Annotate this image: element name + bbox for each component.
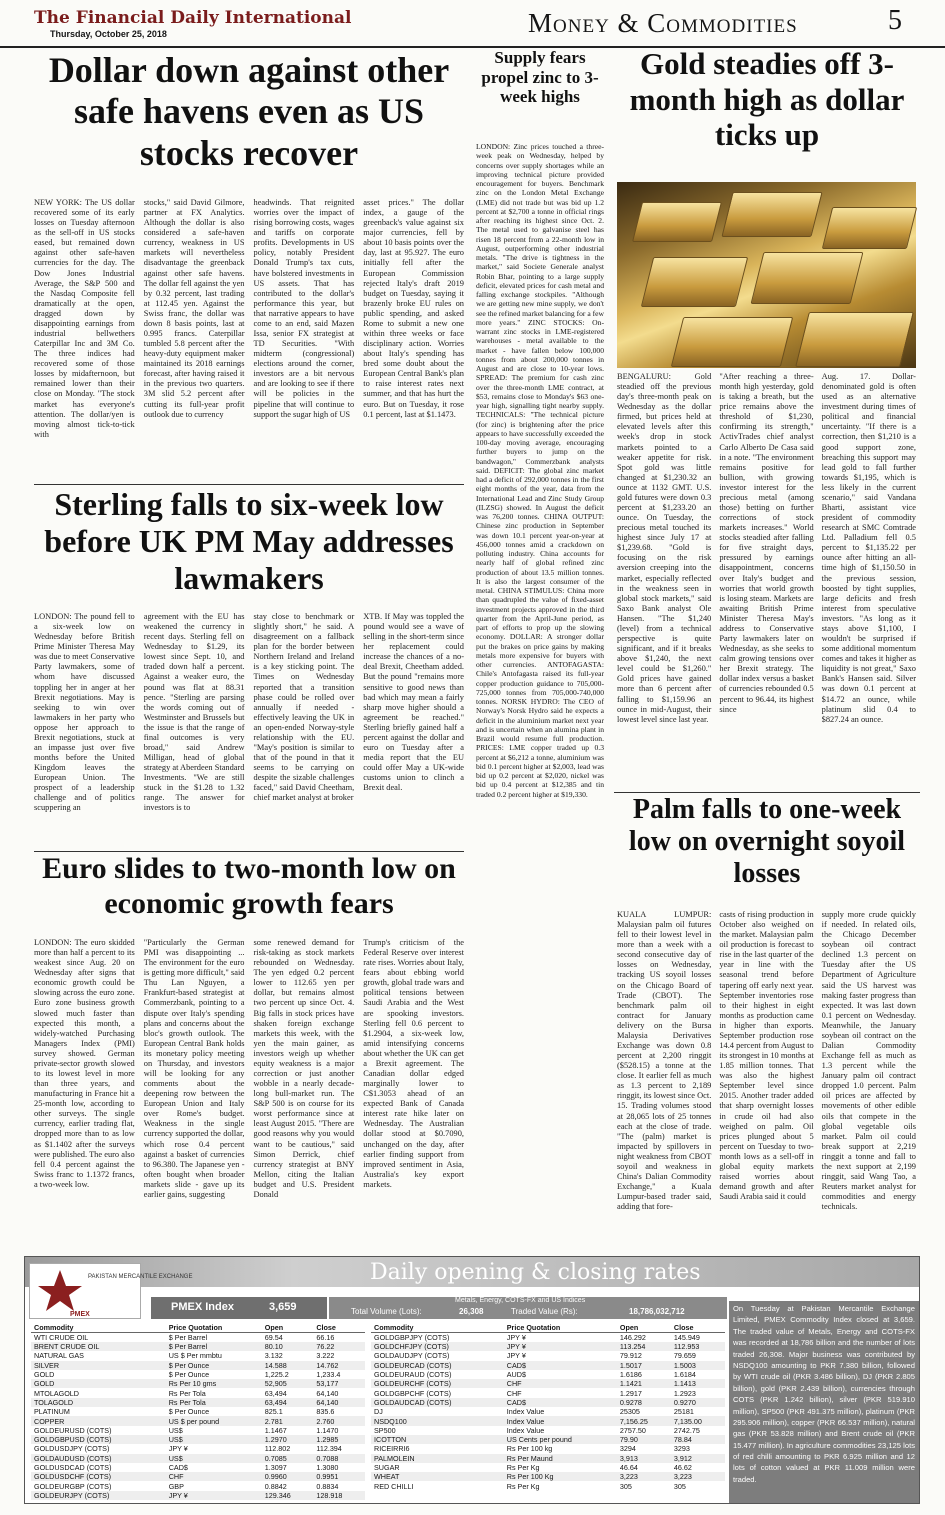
- cell-quotation: Rs Per Kg: [506, 1481, 540, 1491]
- cell-close: 2742.75: [673, 1425, 700, 1435]
- cell-open: 129.346: [262, 1491, 314, 1500]
- table-row: [31, 1333, 365, 1343]
- cell-quotation: JPY ¥: [504, 1342, 617, 1351]
- cell-close: 3293: [673, 1444, 690, 1454]
- cell-open: 79.912: [619, 1351, 642, 1361]
- col-header-close: Close: [313, 1323, 365, 1333]
- cell-commodity: SUGAR: [374, 1463, 400, 1472]
- cell-quotation: AUD$: [506, 1370, 526, 1380]
- cell-close: 3,223: [671, 1472, 725, 1481]
- daily-rates-panel: [24, 1256, 920, 1504]
- cell-commodity: ICOTTON: [371, 1435, 504, 1444]
- article-dollar-body: [34, 198, 464, 480]
- cell-commodity: GOLDUSDJPY (COTS): [34, 1444, 110, 1454]
- cell-open: 52,905: [262, 1379, 314, 1388]
- article-sterling-col-1: LONDON: The pound fell to a six-week low on Wednesday before British Prime Minister Theresa May was due to meet Conservative Party lawmakers, some of whom have discussed toppling her in anger at her Brexit negotiations. May is seeking to win over lawmakers in her party who oppose her approach to Brexit negotiations, stuck at an impasse just over five months before the United Kingdom leaves the European Union. The prospect of a leadership challenge and of politics scuppering an: [34, 612, 135, 813]
- table-row: [31, 1342, 365, 1351]
- col-header-open: Open: [617, 1323, 671, 1333]
- cell-open: 3,223: [617, 1472, 671, 1481]
- rates-title: Daily opening & closing rates: [370, 1260, 701, 1285]
- article-zinc-body: [476, 142, 604, 1252]
- cell-quotation: CHF: [166, 1472, 262, 1481]
- cell-quotation: Rs Per 10 gms: [166, 1379, 262, 1388]
- article-gold-col-2: "After reaching a three-month high yesterday, gold is taking a breath, but the price remains above the threshold of $1,230, confirming its strength," ActivTrades chief analyst Carlo Alberto De Casa said in a note. "The environment remains positive for bullion, with growing investor interest for the precious metal (among those) betting on further corrections of stock markets increases." World stocks steadied after falling for five straight days, pressured by earnings disappointment, concerns over Italy's budget and worries that world growth is losing steam. Markets are awaiting British Prime Minister Theresa May's address to Conservative Party lawmakers later on Wednesday, as she seeks to calm growing tensions over her Brexit strategy. The dollar index versus a basket of currencies rebounded 0.5 percent to 96.44, its highest since: [719, 372, 814, 714]
- pmex-index-bar: [151, 1297, 327, 1319]
- cell-commodity: GOLDAUDCAD (COTS): [371, 1398, 504, 1407]
- rates-table-left: [31, 1323, 365, 1500]
- cell-quotation: Index Value: [504, 1416, 617, 1425]
- cell-quotation: CAD$: [168, 1463, 188, 1472]
- col-header-close: Close: [671, 1323, 725, 1333]
- cell-commodity: DJ: [374, 1407, 383, 1417]
- cell-open: 3294: [619, 1444, 636, 1454]
- article-gold-body: [617, 372, 916, 790]
- cell-open: 14.588: [262, 1361, 314, 1370]
- rates-table-right: [371, 1323, 725, 1491]
- table-row: [371, 1351, 725, 1360]
- cell-open: 1.1467: [264, 1425, 287, 1435]
- cell-close: 79.659: [673, 1351, 696, 1361]
- cell-quotation: Rs Per Maund: [504, 1454, 617, 1463]
- paper-title: The Financial Daily International: [34, 8, 352, 28]
- table-row: [31, 1472, 365, 1481]
- article-euro-col-1: LONDON: The euro skidded more than half a percent to its weakest since Aug. 20 on Wednesday after signs that economic growth could be slowing across the euro zone. Euro zone business growth slowed much faster than expected this month, a widely-watched Purchasing Managers Index (PMI) survey showed. German private-sector growth slowed to its lowest level in more than three years, and manufacturing in France hit a 25-month low, according to other surveys. The single currency, earlier trading flat, dropped more than to as low as $1.1402 after the surveys were published. The euro also fell 0.4 percent against the Swiss franc to 1.1372 francs, a two-week low.: [34, 938, 135, 1189]
- cell-open: 1.3097: [264, 1463, 287, 1472]
- table-row: [31, 1444, 365, 1453]
- table-row: [371, 1398, 725, 1407]
- col-header-commodity: Commodity: [31, 1323, 166, 1333]
- cell-close: 112.394: [316, 1444, 342, 1454]
- table-row: [371, 1416, 725, 1425]
- cell-commodity: TOLAGOLD: [31, 1398, 166, 1407]
- divider: [34, 484, 464, 485]
- cell-commodity: BRENT CRUDE OIL: [31, 1342, 166, 1351]
- table-row: [31, 1463, 365, 1472]
- article-sterling-body: [34, 612, 464, 848]
- table-row: [371, 1472, 725, 1481]
- cell-quotation: Rs Per Tola: [168, 1388, 206, 1398]
- article-palm-headline: Palm falls to one-week low on overnight soyoil losses: [628, 794, 906, 890]
- cell-commodity: GOLDEURCAD (COTS): [371, 1361, 504, 1370]
- divider: [614, 792, 920, 793]
- pmex-logo: [29, 1263, 193, 1319]
- cell-close: 1.1413: [671, 1379, 725, 1388]
- article-palm-col-2: casts of rising production in October also weighed on the market. Malaysian palm oil production is forecast to rise in the last quarter of the year in line with the seasonal trend before tapering off early next year. September inventories rose to their highest in eight months as production came in higher than exports. September production rose 14.4 percent from August to its strongest in 10 months at 1.85 million tonnes. That was also the highest September level since 2015. Another trader added that sharp overnight losses in crude oil had also weighed on palm. Oil prices plunged about 5 percent on Tuesday to two-month lows as a sell-off in global equity markets raised worries about demand growth and after Saudi Arabia said it could: [719, 910, 814, 1202]
- col-header-commodity: Commodity: [371, 1323, 504, 1333]
- cell-close: 7,135.00: [671, 1416, 725, 1425]
- masthead: [0, 0, 945, 48]
- article-euro-col-3: some renewed demand for risk-taking as stock markets rebounded on Wednesday. The yen edged 0.2 percent lower to 112.65 yen per dollar, but remains almost two percent up since Oct. 4. Big falls in stock prices have shaken foreign exchange markets this week, with the yen the main gainer, as investors weigh up whether equity weakness is a major correction or just another wobble in a nearly decade-long bull-market run. The S&P 500 is on course for its worst performance since at least August 2015. "There are good reasons why you would want to be cautious," said Simon Derrick, chief currency strategist at BNY Mellon, citing the Italian budget and U.S. President Donald: [253, 938, 355, 1199]
- cell-open: 0.9278: [617, 1398, 671, 1407]
- cell-commodity: GOLDGBPCHF (COTS): [374, 1388, 452, 1398]
- cell-close: 1.2923: [673, 1388, 696, 1398]
- table-row: [371, 1454, 725, 1463]
- cell-quotation: $ Per Ounce: [168, 1370, 210, 1380]
- article-gold-headline: Gold steadies off 3-month high as dollar ticks up: [629, 46, 905, 153]
- cell-close: 14.762: [313, 1361, 365, 1370]
- table-row: [31, 1416, 365, 1425]
- col-header-open: Open: [262, 1323, 314, 1333]
- section-title: Money & Commodities: [528, 8, 798, 38]
- cell-open: 80.10: [262, 1342, 314, 1351]
- cell-quotation: $ Per Barrel: [168, 1333, 208, 1342]
- cell-commodity: SILVER: [31, 1361, 166, 1370]
- table-row: [31, 1370, 365, 1379]
- cell-commodity: GOLDUSDCAD (COTS): [34, 1463, 112, 1472]
- cell-open: 0.9960: [262, 1472, 314, 1481]
- table-row: [31, 1407, 365, 1416]
- cell-quotation: US$: [166, 1454, 262, 1463]
- article-sterling-headline: Sterling falls to six-week low before UK PM May addresses lawmakers: [44, 486, 454, 596]
- cell-close: 0.8834: [316, 1481, 339, 1491]
- cell-quotation: CAD$: [504, 1398, 617, 1407]
- article-sterling-col-4: XTB. If May was toppled the pound would see a wave of selling in the short-term since her replacement could increase the chances of a no-deal Brexit, Cheetham added. But the pound "remains more sensitive to good news than bad which may mean a fairly sharp move higher should a agreement be reached." Sterling briefly gained half a percent against the dollar and euro on Tuesday after a media report that the EU could offer May a UK-wide customs union to clinch a Brexit deal.: [363, 612, 464, 793]
- cell-open: 1,225.2: [264, 1370, 289, 1380]
- article-dollar-col-4: asset prices." The dollar index, a gauge of the greenback's value against six major currencies, fell by about 10 basis points over the day, last at 95.927. The euro initially fell after the European Commission rejected Italy's draft 2019 budget on Tuesday, saying it brazenly broke EU rules on public spending, and asked Rome to submit a new one within three weeks or face disciplinary action. Worries about Italy's spending has bred some doubt about the European Central Bank's plan to raise interest rates next summer, and that has hurt the euro. But on Tuesday, it rose 0.1 percent, last at $1.1473.: [363, 198, 464, 419]
- issue-date: Thursday, October 25, 2018: [50, 29, 167, 39]
- table-row: [31, 1454, 365, 1463]
- cell-quotation: CAD$: [504, 1361, 617, 1370]
- cell-commodity: GOLDAUDUSD (COTS): [31, 1454, 166, 1463]
- rates-title-band: [25, 1257, 919, 1287]
- cell-quotation: $ Per Ounce: [168, 1407, 210, 1417]
- gold-bars-photo: [617, 182, 916, 368]
- cell-commodity: GOLDEURUSD (COTS): [34, 1425, 112, 1435]
- cell-quotation: US$: [168, 1425, 183, 1435]
- cell-quotation: Index Value: [506, 1425, 545, 1435]
- table-row: [31, 1426, 365, 1435]
- metals-label: Metals, Energy, COTS-FX and US Indices: [455, 1297, 586, 1304]
- article-euro-body: [34, 938, 464, 1250]
- cell-close: 1.5003: [671, 1361, 725, 1370]
- cell-commodity: GOLD: [34, 1370, 55, 1380]
- cell-open: 25305: [619, 1407, 640, 1417]
- table-row: [31, 1398, 365, 1407]
- cell-commodity: RICEIRRI6: [374, 1444, 410, 1454]
- cell-open: 1.6186: [619, 1370, 642, 1380]
- article-dollar-col-1: NEW YORK: The US dollar recovered some of its early losses on Tuesday afternoon as the sell-off in US stocks eased, but remained down against other safe-haven currencies for the day. The Dow Jones Industrial Average, the S&P 500 and the Nasdaq Composite fell dramatically at the open, dragged down by disappointing earnings from industrial bellwethers Caterpillar Inc and 3M Co. The three indices had recovered some of those losses by midafternoon, but remained lower than their close on Monday. "The stock market has everyone's attention. The dollar/yen is moving almost tick-to-tick with: [34, 198, 135, 439]
- pmex-logo-icon: [30, 1264, 193, 1318]
- pmex-summary: On Tuesday at Pakistan Mercantile Exchange Limited, PMEX Commodity Index closed at 3,659. The traded value of Metals, Energy and COTS-FX was recorded at 18,786 billion and the number of lots traded 26,308. Major business was contributed by NSDQ100 amounting to PKR 7.380 billion, followed by WTI crude oil (PKR 3.486 billion), DJ (PKR 2.805 billion), gold (PKR 2.439 billion), currencies through COTS (PKR 1.242 billion), silver (PKR 519.910 million), SP500 (PKR 491.375 million), platinum (PKR 295.906 million), copper (PKR 66.537 million), natural gas (PKR 53.828 million) and Brent crude oil (PKR 15.477 million). In agriculture commodities 23,125 lots of red chilli amounting to PKR 6.925 million and 12 lots of cotton valued at PKR 11.009 million were traded.: [729, 1301, 919, 1503]
- article-gold-col-3: Aug. 17. Dollar-denominated gold is often used as an alternative investment during times of political and financial uncertainty. "If there is a correction, then $1,210 is a good support zone, breaching this support may lead gold to fall further towards $1,195, which is less likely in the current scenario," said Vandana Bharti, assistant vice president of commodity research at SMC Comtrade Ltd. Palladium fell 0.5 percent to $1,135.22 per ounce after hitting an all-time high of $1,150.50 in the previous session, boosted by tight supplies, large deficits and fresh interest from speculative investors. "As long as it stays above $1,100, I wouldn't be surprised if some additional momentum comes and takes it higher as liquidity is not great," Saxo Bank's Hansen said. Silver was down 0.1 percent at $14.72 an ounce, while platinum slid 0.4 to $827.24 an ounce.: [821, 372, 916, 724]
- cell-open: 1.2970: [262, 1435, 314, 1444]
- cell-open: 1.2917: [619, 1388, 642, 1398]
- cell-quotation: Rs Per Tola: [166, 1398, 262, 1407]
- article-dollar-col-2: stocks," said David Gilmore, partner at FX Analytics. Although the dollar is also considered a safe-haven currency, weakness in US markets will nevertheless disadvantage the greenback against other safe havens. The dollar fell against the yen by 0.32 percent, last trading at 112.45 yen. Against the Swiss franc, the dollar was down 8 basis points, last at 0.995 francs. Caterpillar tumbled 5.8 percent after the heavy-duty equipment maker maintained its 2018 earnings forecast, after having raised it in the previous two quarters. 3M slid 5.2 percent after cutting its full-year profit outlook due to currency: [143, 198, 245, 419]
- cell-close: 835.6: [316, 1407, 335, 1417]
- cell-close: 0.9270: [671, 1398, 725, 1407]
- cell-commodity: NATURAL GAS: [34, 1351, 84, 1361]
- cell-close: 25181: [673, 1407, 694, 1417]
- table-row: [371, 1342, 725, 1351]
- pmex-logo-abbr: PMEX: [70, 1311, 90, 1318]
- cell-quotation: JPY ¥: [506, 1333, 526, 1342]
- table-row: [31, 1379, 365, 1388]
- traded-value-value: 18,786,032,712: [629, 1307, 685, 1316]
- table-row: [371, 1463, 725, 1472]
- cell-open: 2757.50: [619, 1425, 646, 1435]
- article-palm-col-3: supply more crude quickly if needed. In related oils, the Chicago December soybean oil contract declined 1.3 percent on Tuesday after the US Department of Agriculture said the US harvest was making faster progress than expected. It was last down 0.1 percent on Wednesday. Meanwhile, the January soybean oil contract on the Dalian Commodity Exchange fell as much as 1.3 percent while the January palm oil contract dropped 1.0 percent. Palm oil prices are affected by movements of other edible oils that compete in the global vegetable oils market. Palm oil could break support at 2,219 ringgit a tonne and fall to the next support at 2,199 ringgit, said Wang Tao, a Reuters market analyst for commodities and energy technicals.: [821, 910, 916, 1212]
- cell-close: 46.62: [673, 1463, 692, 1472]
- total-volume-label: Total Volume (Lots):: [351, 1307, 422, 1316]
- cell-close: 1.1470: [316, 1425, 339, 1435]
- cell-open: 113.254: [617, 1342, 671, 1351]
- article-zinc-text: LONDON: Zinc prices touched a three-week peak on Wednesday, helped by concerns over supply shortages while an improving technical picture provided encouragement for buyers. Benchmark zinc on the London Metal Exchange (LME) did not trade but was bid up 1.2 percent at $2,700 a tonne in official rings after reaching its highest since Oct. 2. The metal used to galvanise steel has risen 18 percent from a 22-month low in August, outperforming other industrial metals. "The drive is tightness in the market," said Societe Generale analyst Robin Bhar, pointing to a large supply deficit, elevated prices for cash metal and falling exchange stockpiles. "Although we are getting new mine supply, we don't see the refined market balancing for a few more years." ZINC STOCKS: On-warrant zinc stocks in LME-registered warehouses - metal available to the market - have fallen below 100,000 tonnes from about 200,000 tonnes in August and are close to 10-year lows. SPREAD: The premium for cash zinc over the three-month LME contract, at $53, remains close to Monday's $63 one-year high, signalling tight nearby supply. TECHNICALS: "The technical picture (for zinc) is brightening after the price appears to have successfully exceeded the 100-day moving average, encouraging further buyers to jump on the bandwagon," Commerzbank analysts said. DEFICIT: The global zinc market had a deficit of 292,000 tonnes in the first eight months of the year, data from the International Lead and Zinc Study Group (ILZSG) showed. In August the deficit was 76,200 tonnes. CHINA OUTPUT: Chinese zinc production in September was down 10.1 percent year-on-year at 456,000 tonnes amid a crackdown on polluting industry. China accounts for nearly half of global refined zinc production of about 13.5 million tonnes. It is also the largest consumer of the metal. CHINA STIMULUS: China more than quadrupled the value of fixed-asset investment projects approved in the third quarter from the April-June period, as part of efforts to prop up the slowing economy. DOLLAR: A stronger dollar put the brakes on price gains by making metals more expensive for buyers with other currencies. ANTOFAGASTA: Chile's Antofagasta raised its full-year copper production guidance to 705,000-725,000 tonnes from 705,000-740,000 tonnes. NORSK HYDRO: The CEO of Norway's Norsk Hydro said he expects a deficit in the aluminium market next year and is uncertain when an alumina plant in Brazil would resume full production. PRICES: LME copper traded up 0.3 percent at $6,212 a tonne, aluminium was bid 0.1 percent higher at $2,003, lead was bid up 0.2 percent at $2,020, nickel was bid up 0.4 percent at $12,385 and tin traded 0.2 percent higher at $19,330.: [476, 142, 604, 799]
- cell-commodity: GOLD: [31, 1379, 166, 1388]
- cell-commodity: GOLDUSDCHF (COTS): [31, 1472, 166, 1481]
- cell-open: 69.54: [264, 1333, 283, 1342]
- cell-open: 46.64: [619, 1463, 638, 1472]
- volume-bar: [329, 1297, 727, 1319]
- cell-quotation: CHF: [506, 1388, 522, 1398]
- cell-commodity: RED CHILLI: [374, 1481, 414, 1491]
- cell-open: 1.1421: [617, 1379, 671, 1388]
- cell-quotation: CHF: [504, 1379, 617, 1388]
- cell-close: 64,140: [313, 1398, 365, 1407]
- cell-open: 3.132: [264, 1351, 283, 1361]
- cell-quotation: Index Value: [506, 1407, 545, 1417]
- cell-close: 3.222: [316, 1351, 335, 1361]
- cell-open: 2.781: [262, 1416, 314, 1425]
- cell-quotation: JPY ¥: [506, 1351, 526, 1361]
- table-row: [371, 1333, 725, 1343]
- table-row: [371, 1435, 725, 1444]
- cell-quotation: GBP: [168, 1481, 184, 1491]
- cell-open: 0.7085: [262, 1454, 314, 1463]
- cell-open: 146.292: [619, 1333, 646, 1342]
- table-row: [371, 1407, 725, 1416]
- cell-commodity: COPPER: [31, 1416, 166, 1425]
- table-row: [371, 1388, 725, 1397]
- article-zinc-headline: Supply fears propel zinc to 3-week highs: [481, 48, 599, 107]
- table-row: [31, 1388, 365, 1397]
- article-palm-body: [617, 910, 916, 1250]
- traded-value-label: Traded Value (Rs):: [511, 1307, 578, 1316]
- col-header-quotation: Price Quotation: [166, 1323, 262, 1333]
- total-volume-value: 26,308: [459, 1307, 484, 1316]
- cell-quotation: $ Per Barrel: [166, 1342, 262, 1351]
- cell-close: 66.16: [316, 1333, 335, 1342]
- article-euro-col-2: "Particularly the German PMI was disappointing ... The environment for the euro is getting more difficult," said Thu Lan Nguyen, a Frankfurt-based strategist at Commerzbank, pointing to a dispute over Italy's spending plans and concerns about the bloc's growth outlook. The European Central Bank holds its monetary policy meeting on Thursday, and investors will be looking for any comments about the deepening row between the European Union and Italy over Rome's budget. Weakness in the single currency supported the dollar, which rose 0.4 percent against a basket of currencies to 96.380. The Japanese yen - often bought when broader markets slide - gave up its earlier gains, suggesting: [143, 938, 245, 1199]
- cell-close: 0.9951: [313, 1472, 365, 1481]
- cell-close: 145.949: [673, 1333, 700, 1342]
- cell-open: 1.5017: [617, 1361, 671, 1370]
- pmex-logo-text: PAKISTAN MERCANTILE EXCHANGE: [88, 1274, 193, 1280]
- cell-commodity: GOLDEURGBP (COTS): [34, 1481, 112, 1491]
- table-row: [31, 1435, 365, 1444]
- table-row: [31, 1491, 365, 1500]
- article-euro-headline: Euro slides to two-month low on economic growth fears: [42, 852, 456, 920]
- cell-open: 825.1: [264, 1407, 283, 1417]
- cell-close: 1.6184: [673, 1370, 696, 1380]
- cell-close: 2.760: [313, 1416, 365, 1425]
- article-euro-col-4: Trump's criticism of the Federal Reserve over interest rate rises. Worries about Italy, fears about ebbing world growth, global trade wars and political tensions between Saudi Arabia and the West are spooking investors. Sterling fell 0.6 percent to $1.2904, a six-week low, amid intensifying concerns about whether the UK can get a Brexit agreement. The Canadian dollar edged marginally lower to C$1.3053 ahead of an expected Bank of Canada interest rate hike later on Wednesday. The Australian dollar stood at $0.7090, unchanged on the day, after earlier finding support from improved sentiment in Asia, Australia's key export markets.: [363, 938, 464, 1189]
- cell-commodity: SP500: [374, 1425, 396, 1435]
- cell-quotation: US $ Per mmbtu: [168, 1351, 222, 1361]
- pmex-index-label: PMEX Index: [171, 1301, 234, 1313]
- article-dollar-headline: Dollar down against other safe havens even as US stocks recover: [48, 50, 450, 173]
- cell-quotation: US $ per pound: [166, 1416, 262, 1425]
- pmex-index-value: 3,659: [269, 1301, 297, 1313]
- cell-close: 3,912: [671, 1454, 725, 1463]
- cell-close: 112.953: [671, 1342, 725, 1351]
- cell-open: 112.802: [264, 1444, 291, 1454]
- cell-commodity: GOLDEURCHF (COTS): [371, 1379, 504, 1388]
- cell-open: 79.90: [617, 1435, 671, 1444]
- cell-commodity: MTOLAGOLD: [34, 1388, 79, 1398]
- cell-close: 64,140: [316, 1388, 339, 1398]
- table-row: [31, 1351, 365, 1360]
- cell-quotation: US$: [166, 1435, 262, 1444]
- cell-commodity: WTI CRUDE OIL: [34, 1333, 89, 1342]
- cell-commodity: GOLDEURAUD (COTS): [374, 1370, 452, 1380]
- cell-open: 63,494: [262, 1398, 314, 1407]
- cell-commodity: GOLDAUDJPY (COTS): [374, 1351, 450, 1361]
- cell-open: 3,913: [617, 1454, 671, 1463]
- table-row: [371, 1444, 725, 1453]
- article-dollar-col-3: headwinds. That reignited worries over the impact of rising borrowing costs, wages and tariffs on corporate profits. Developments in US policy, notably President Donald Trump's tax cuts, have bolstered investments in US assets. That has contributed to the dollar's performance this year, but that narrative appears to have come to an end, said Mazen Issa, senior FX strategist at TD Securities. "With midterm (congressional) elections around the corner, investors are a bit nervous and are looking to see if there will be policies in the pipeline that will continue to support the sugar high of US: [253, 198, 355, 419]
- table-row: [31, 1361, 365, 1370]
- cell-close: 78.84: [671, 1435, 725, 1444]
- cell-quotation: JPY ¥: [166, 1491, 262, 1500]
- cell-open: 0.8842: [264, 1481, 287, 1491]
- cell-commodity: PLATINUM: [34, 1407, 70, 1417]
- cell-open: 63,494: [264, 1388, 287, 1398]
- cell-quotation: Rs Per 100 kg: [506, 1444, 553, 1454]
- cell-commodity: PALMOLEIN: [371, 1454, 504, 1463]
- cell-close: 1,233.4: [316, 1370, 341, 1380]
- article-sterling-col-2: agreement with the EU has weakened the currency in recent days. Sterling fell on Wednesday to $1.29, its lowest since Sept. 10, and traded down half a percent. Against a weaker euro, the pound was flat at 88.31 pence. "Sterling are parsing the words coming out of Westminster and Brussels but the issue is that the range of final outcomes is very broad," said Andrew Milligan, head of global strategy at Aberdeen Standard Investments. "We are still stuck in the $1.28 to 1.32 range. The answer for investors is to: [143, 612, 245, 813]
- article-gold-col-1: BENGALURU: Gold steadied off the previous day's three-month peak on Wednesday as the dollar firmed, but prices held at elevated levels after this week's drop in stock markets pointed to a weaker appetite for risk. Spot gold was little changed at $1,230.32 an ounce at 1132 GMT. U.S. gold futures were down 0.3 percent at $1,233.20 an ounce. On Tuesday, the precious metal touched its highest since July 17 at $1,239.68. "Gold is focusing on the risk aversion creeping into the market, especially reflected in the weakness seen in global stock markets," said Saxo Bank analyst Ole Hansen. "The $1,240 (level) from a technical perspective is quite significant, and if it breaks above $1,240, the next level could be $1,260." Gold prices have gained more than 6 percent after falling to $1,159.96 an ounce in mid-August, their lowest level since last year.: [617, 372, 712, 724]
- col-header-quotation: Price Quotation: [504, 1323, 617, 1333]
- cell-quotation: Rs Per 100 Kg: [504, 1472, 617, 1481]
- article-palm-col-1: KUALA LUMPUR: Malaysian palm oil futures fell to their lowest level in more than a week with a second consecutive day of losses on Wednesday, tracking US soyoil losses on the Chicago Board of Trade (CBOT). The benchmark palm oil contract for January delivery on the Bursa Malaysia Derivatives Exchange was down 0.8 percent at 2,200 ringgit ($528.15) a tonne at the close. It earlier fell as much as 1.3 percent to 2,189 ringgit, its lowest since Oct. 15. Trading volumes stood at 28,065 lots of 25 tonnes each at the close of trade. "The (palm) market is impacted by spillovers in night weakness from CBOT soyoil and weakness in China's Dalian Commodity Exchange," a Kuala Lumpur-based trader said, adding that fore-: [617, 910, 712, 1212]
- cell-commodity: GOLDGBPJPY (COTS): [374, 1333, 450, 1342]
- cell-close: 1.3080: [316, 1463, 339, 1472]
- cell-quotation: JPY ¥: [168, 1444, 188, 1454]
- table-row: [371, 1370, 725, 1379]
- cell-quotation: $ Per Ounce: [166, 1361, 262, 1370]
- table-row: [371, 1379, 725, 1388]
- cell-close: 76.22: [313, 1342, 365, 1351]
- table-row: [31, 1481, 365, 1490]
- cell-close: 0.7088: [313, 1454, 365, 1463]
- cell-close: 305: [673, 1481, 686, 1491]
- table-row: [371, 1481, 725, 1490]
- table-row: [371, 1361, 725, 1370]
- cell-commodity: GOLDCHFJPY (COTS): [371, 1342, 504, 1351]
- cell-commodity: WHEAT: [371, 1472, 504, 1481]
- cell-open: 305: [619, 1481, 632, 1491]
- page-number: 5: [888, 5, 902, 36]
- cell-close: 128.918: [313, 1491, 365, 1500]
- cell-open: 7,156.25: [617, 1416, 671, 1425]
- cell-commodity: NSDQ100: [371, 1416, 504, 1425]
- article-sterling-col-3: stay close to benchmark or slightly short," he said. A disagreement on a fallback plan for the border between Northern Ireland and Ireland is a key sticking point. The Times on Wednesday reported that a transition phase could be rolled over annually if needed - effectively leaving the UK in an open-ended Norway-style relationship with the EU. "May's position is similar to that of the pound in that it seems to be carrying on despite the sizable challenges faced," said David Cheetham, chief market analyst at broker: [253, 612, 355, 803]
- cell-close: 1.2985: [313, 1435, 365, 1444]
- table-row: [371, 1426, 725, 1435]
- cell-quotation: US Cents per pound: [504, 1435, 617, 1444]
- cell-commodity: GOLDEURJPY (COTS): [31, 1491, 166, 1500]
- cell-commodity: GOLDGBPUSD (COTS): [31, 1435, 166, 1444]
- cell-quotation: Rs Per Kg: [506, 1463, 540, 1472]
- cell-close: 53,177: [313, 1379, 365, 1388]
